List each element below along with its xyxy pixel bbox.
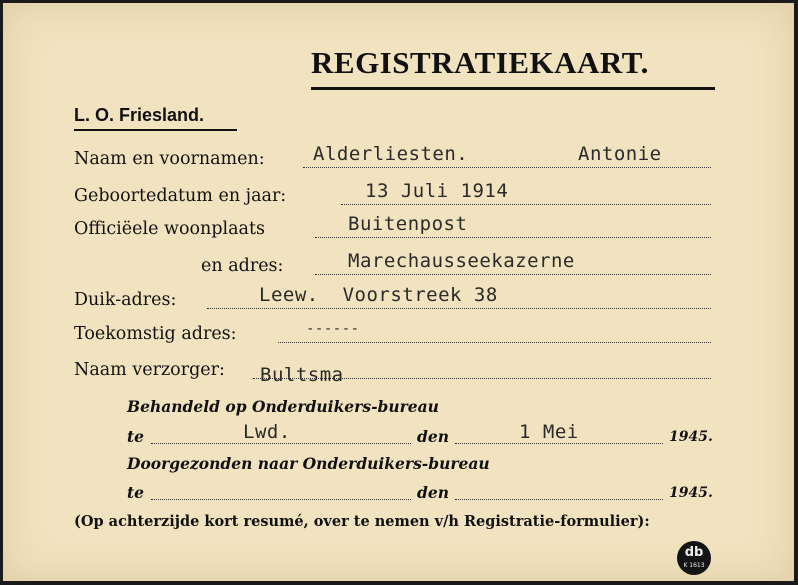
forwarded-den-label: den [417, 483, 449, 502]
handled-te-label: te [127, 427, 145, 446]
future-address-label: Toekomstig adres: [74, 324, 237, 344]
hiding-address-value: Leew. Voorstreek 38 [259, 284, 498, 306]
forwarded-heading: Doorgezonden naar Onderduikers-bureau [127, 454, 490, 473]
organization-label: L. O. Friesland. [74, 105, 205, 125]
birth-value: 13 Juli 1914 [365, 180, 509, 202]
card-title: REGISTRATIEKAART. [311, 45, 649, 80]
residence-label: Officiëele woonplaats [74, 219, 266, 239]
name-surname-value: Alderliesten. [313, 143, 469, 165]
handled-heading: Behandeld op Onderduikers-bureau [127, 397, 439, 416]
residence-value: Buitenpost [348, 213, 468, 235]
birth-label: Geboortedatum en jaar: [74, 186, 287, 206]
caretaker-value: Bultsma [260, 364, 344, 386]
forwarded-place-dotted-line [151, 499, 411, 500]
caretaker-label: Naam verzorger: [74, 360, 225, 380]
stamp-bottom-text: K 1613 [683, 562, 705, 569]
address-label: en adres: [201, 256, 284, 276]
birth-dotted-line [341, 204, 711, 205]
residence-dotted-line [315, 237, 711, 238]
title-underline [311, 87, 715, 90]
address-dotted-line [315, 274, 711, 275]
address-value: Marechausseekazerne [348, 250, 575, 272]
handled-year: 1945. [669, 429, 713, 445]
name-given-value: Antonie [578, 143, 662, 165]
future-address-dotted-line [278, 342, 711, 343]
name-dotted-line [303, 167, 711, 168]
handled-place-value: Lwd. [243, 421, 291, 443]
stamp-top-text: db [684, 545, 704, 560]
handled-date-dotted-line [455, 443, 663, 444]
future-address-value: ------ [306, 321, 360, 337]
hiding-address-label: Duik-adres: [74, 290, 177, 310]
name-label: Naam en voornamen: [74, 149, 265, 169]
handled-den-label: den [417, 427, 449, 446]
forwarded-te-label: te [127, 483, 145, 502]
footer-note: (Op achterzijde kort resumé, over te nemen v/h Registratie-formulier): [74, 513, 650, 530]
handled-date-value: 1 Mei [519, 421, 579, 443]
forwarded-date-dotted-line [455, 499, 663, 500]
registration-card [3, 3, 794, 581]
organization-underline [74, 129, 237, 131]
forwarded-year: 1945. [669, 485, 713, 501]
handled-place-dotted-line [151, 443, 411, 444]
hiding-address-dotted-line [207, 308, 711, 309]
printer-stamp-icon [677, 541, 711, 575]
